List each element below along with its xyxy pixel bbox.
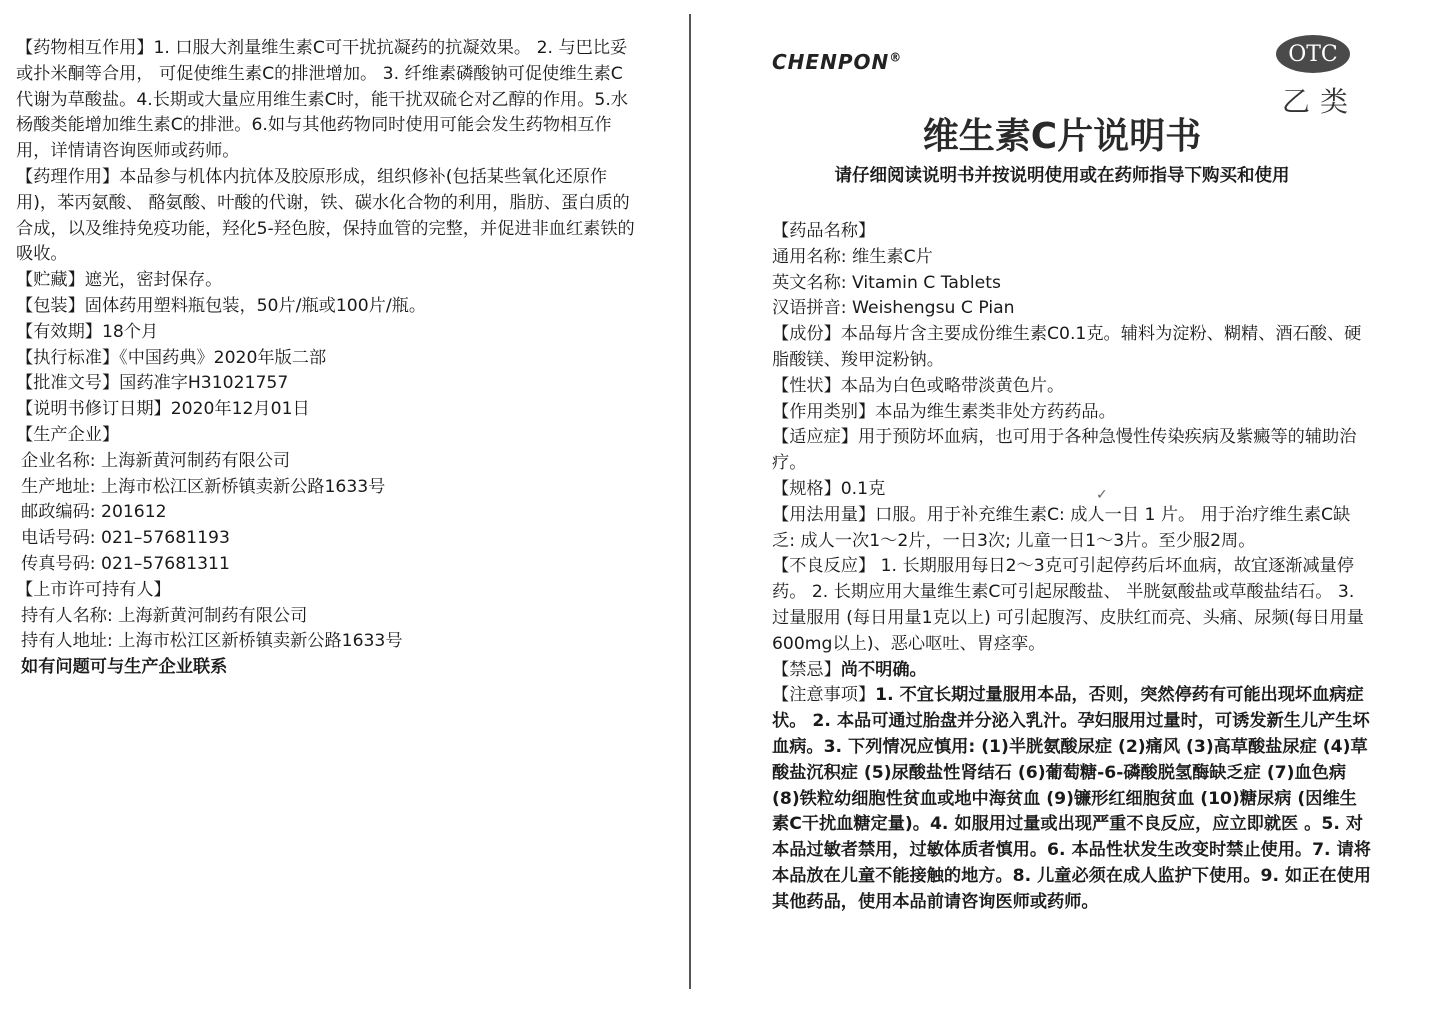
holder-name: 持有人名称: 上海新黄河制药有限公司 <box>21 605 308 626</box>
holder-address: 持有人地址: 上海市松江区新桥镇卖新公路1633号 <box>21 631 403 652</box>
postal-code: 邮政编码: 201612 <box>21 502 167 523</box>
pinyin-name: 汉语拼音: Weishengsu C Pian <box>772 298 1015 319</box>
document-title: 维生素C片说明书 <box>922 116 1202 157</box>
precautions-text: 1. 不宜长期过量服用本品，否则，突然停药有可能出现坏血病症状。 2. 本品可通过胎盘并分泌入乳汁。孕妇服用过量时，可诱发新生儿产生坏血病。3. 下列情况应慎用: (1)半胱氨酸尿症 (2)痛风 (3)高草酸盐尿症 (4)草酸盐沉积症 (5)尿酸盐性肾结石 (6)葡萄糖-6-磷酸脱氢酶缺乏症 (7)血色病 (8)铁粒幼细胞性贫血或地中海贫血 (9)镰形红细胞贫血 (10)糖尿病 (因维生素C干扰血糖定量)。4. 如服用过量或出现严重不良反应，应立即就医 。5. 对本品过敏者禁用，过敏体质者慎用。6. 本品性状发生改变时禁止使用。7. 请将本品放在儿童不能接触的地方。8. 儿童必须在成人监护下使用。9. 如正在使用其他药品，使用本品前请咨询医师或药师。 <box>772 685 1371 912</box>
otc-badge-label: OTC <box>1288 41 1338 67</box>
generic-name: 通用名称: 维生素C片 <box>772 246 933 267</box>
brand-name: CHENPON <box>772 50 890 74</box>
standard-section: 【执行标准】《中国药典》2020年版二部 <box>16 347 327 368</box>
fax-number: 传真号码: 021–57681311 <box>21 553 230 574</box>
holder-heading: 【上市许可持有人】 <box>16 579 171 600</box>
contraindications-section <box>772 658 1372 684</box>
otc-badge <box>1276 35 1350 73</box>
appearance-section: 【性状】本品为白色或略带淡黄色片。 <box>772 375 1065 396</box>
brand-logo <box>772 50 902 74</box>
package-section: 【包装】固体药用塑料瓶包装，50片/瓶或100片/瓶。 <box>16 295 427 316</box>
left-page <box>0 0 690 1012</box>
revision-date-section: 【说明书修订日期】2020年12月01日 <box>16 399 310 420</box>
check-mark-icon: ✓ <box>1096 487 1108 503</box>
otc-class-label: 乙类 <box>1282 85 1359 118</box>
company-name: 企业名称: 上海新黄河制药有限公司 <box>21 450 291 471</box>
english-name: 英文名称: Vitamin C Tablets <box>772 272 1001 293</box>
right-page <box>692 0 1432 1012</box>
reading-notice: 请仔细阅读说明书并按说明使用或在药师指导下购买和使用 <box>834 166 1290 186</box>
contraindications-heading: 【禁忌】 <box>772 659 841 680</box>
drug-interactions-section: 【药物相互作用】1. 口服大剂量维生素C可干扰抗凝药的抗凝效果。 2. 与巴比妥或扑米酮等合用， 可促使维生素C的排泄增加。 3. 纤维素磷酸钠可促使维生素C代谢为草酸盐。4.长期或大量应用维生素C时，能干扰双硫仑对乙醇的作用。5.水杨酸类能增加维生素C的排泄。6.如与其他药物同时使用可能会发生药物相互作用，详情请咨询医师或药师。 <box>16 38 628 162</box>
storage-section: 【贮藏】遮光，密封保存。 <box>16 270 223 291</box>
dosage-section: 【用法用量】口服。用于补充维生素C: 成人一日 1 片。 用于治疗维生素C缺乏: 成人一次1～2片，一日3次; 儿童一日1～3片。至少服2周。 <box>772 504 1351 551</box>
page-fold-divider <box>689 14 691 989</box>
shelf-life-section: 【有效期】18个月 <box>16 321 159 342</box>
left-page-body <box>16 36 636 681</box>
ingredients-section: 【成份】本品每片含主要成份维生素C0.1克。辅料为淀粉、糊精、酒石酸、硬脂酸镁、羧甲淀粉钠。 <box>772 324 1362 370</box>
contraindications-text: 尚不明确。 <box>840 659 927 680</box>
adverse-reactions-section: 【不良反应】 1. 长期服用每日2～3克可引起停药后坏血病，故宜逐渐减量停药。 2. 长期应用大量维生素C可引起尿酸盐、 半胱氨酸盐或草酸盐结石。 3. 过量服用 (每日用量1克以上) 可引起腹泻、皮肤红而亮、头痛、尿频(每日用量600mg以上)、恶心呕吐、胃痉挛。 <box>772 556 1364 654</box>
category-section: 【作用类别】本品为维生素类非处方药药品。 <box>772 401 1116 422</box>
approval-number-section: 【批准文号】国药准字H31021757 <box>16 373 289 394</box>
company-address: 生产地址: 上海市松江区新桥镇卖新公路1633号 <box>21 476 386 497</box>
contact-note: 如有问题可与生产企业联系 <box>21 657 228 678</box>
pharmacology-section: 【药理作用】本品参与机体内抗体及胶原形成，组织修补(包括某些氧化还原作用)，苯丙氨酸、 酪氨酸、叶酸的代谢，铁、碳水化合物的利用，脂肪、蛋白质的合成，以及维持免疫功能，羟化5-羟色胺，保持血管的完整，并促进非血红素铁的吸收。 <box>16 166 635 265</box>
precautions-section <box>772 683 1372 915</box>
precautions-heading: 【注意事项】 <box>772 685 876 706</box>
registered-mark: ® <box>889 50 903 65</box>
drug-name-heading: 【药品名称】 <box>772 221 876 241</box>
right-page-body <box>772 219 1372 916</box>
manufacturer-heading: 【生产企业】 <box>16 424 120 445</box>
phone-number: 电话号码: 021–57681193 <box>21 528 230 549</box>
indications-section: 【适应症】用于预防坏血病，也可用于各种急慢性传染疾病及紫癜等的辅助治疗。 <box>772 427 1357 474</box>
specification-section: 【规格】0.1克 <box>772 478 886 499</box>
